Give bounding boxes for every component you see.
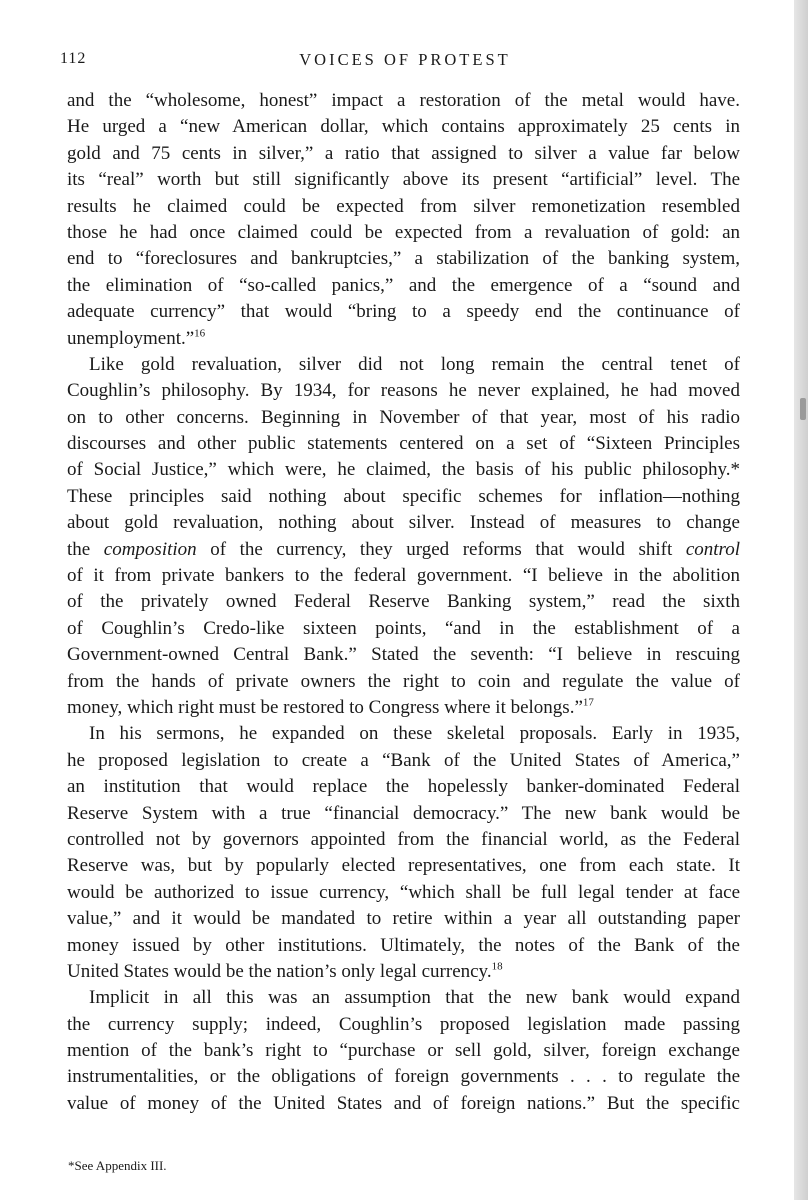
text-line <box>67 167 740 193</box>
text-line-content: money issued by other institutions. Ultimately, the notes of the Bank of the <box>67 934 740 956</box>
text-line-content: end to “foreclosures and bankruptcies,” a stabilization of the banking system, <box>67 248 740 270</box>
text-line <box>67 774 740 800</box>
text-line <box>67 748 740 774</box>
text-line-content: He urged a “new American dollar, which contains approximately 25 cents in <box>67 116 740 138</box>
text-line <box>67 563 740 589</box>
endnote-marker[interactable]: 16 <box>194 327 206 340</box>
text-line <box>67 114 740 140</box>
text-line <box>67 537 740 563</box>
text-line-content: those he had once claimed could be expected from a revaluation of gold: an <box>67 221 740 243</box>
text-line <box>67 88 740 114</box>
text-line-content: adequate currency” that would “bring to a speedy end the continuance of <box>67 301 740 323</box>
text-line <box>67 405 740 431</box>
text-line <box>67 695 740 721</box>
text-line-content: Reserve System with a true “financial democracy.” The new bank would be <box>67 802 740 824</box>
text-line-content: gold and 75 cents in silver,” a ratio that assigned to silver a value far below <box>67 142 740 164</box>
text-line <box>67 484 740 510</box>
text-line-content: United States would be the nation’s only legal currency. <box>67 960 492 982</box>
text-line-content: instrumentalities, or the obligations of foreign governments . . . to regulate the <box>67 1066 740 1088</box>
text-line <box>67 827 740 853</box>
page-edge-shadow <box>794 0 808 1200</box>
text-line-content: In his sermons, he expanded on these skeletal proposals. Early in 1935, <box>89 723 740 745</box>
text-line-content: would be authorized to issue currency, “which shall be full legal tender at face <box>67 881 740 903</box>
text-line-content: the elimination of “so-called panics,” and the emergence of a “sound and <box>67 274 740 296</box>
running-head: VOICES OF PROTEST <box>299 50 511 69</box>
text-line-content: Reserve was, but by popularly elected representatives, one from each state. It <box>67 855 740 877</box>
text-line-content: of it from private bankers to the federal government. “I believe in the abolition <box>67 565 740 587</box>
text-line-content: results he claimed could be expected from silver remonetization resembled <box>67 195 740 217</box>
text-line-content: Like gold revaluation, silver did not long remain the central tenet of <box>89 353 740 375</box>
text-line-content: Government-owned Central Bank.” Stated the seventh: “I believe in rescuing <box>67 644 740 666</box>
footnote: *See Appendix III. <box>68 1158 167 1173</box>
text-line <box>67 273 740 299</box>
text-line <box>67 220 740 246</box>
text-line-content: its “real” worth but still significantly above its present “artificial” level. The <box>67 169 740 191</box>
text-line <box>67 141 740 167</box>
text-line-content: the currency supply; indeed, Coughlin’s proposed legislation made passing <box>67 1013 740 1035</box>
text-line-content: value,” and it would be mandated to retire within a year all outstanding paper <box>67 908 740 930</box>
scrollbar-thumb[interactable] <box>800 398 806 420</box>
text-line <box>67 642 740 668</box>
text-line <box>67 246 740 272</box>
text-line-content: about gold revaluation, nothing about silver. Instead of measures to change <box>67 512 740 534</box>
body-text <box>67 88 740 1117</box>
text-line <box>67 853 740 879</box>
text-line <box>67 959 740 985</box>
text-line-content: Coughlin’s philosophy. By 1934, for reasons he never explained, he had moved <box>67 380 740 402</box>
text-line <box>67 326 740 352</box>
text-line <box>67 985 740 1011</box>
text-line-content: an institution that would replace the hopelessly banker-dominated Federal <box>67 776 740 798</box>
text-line <box>67 378 740 404</box>
text-line-content: and the “wholesome, honest” impact a restoration of the metal would have. <box>67 90 740 111</box>
text-line <box>67 457 740 483</box>
text-line <box>67 1091 740 1117</box>
text-line <box>67 352 740 378</box>
page-number: 112 <box>60 50 87 67</box>
text-line <box>67 1038 740 1064</box>
text-line <box>67 669 740 695</box>
text-line <box>67 194 740 220</box>
text-line <box>67 906 740 932</box>
endnote-marker[interactable]: 17 <box>582 696 594 709</box>
text-line-content: mention of the bank’s right to “purchase or sell gold, silver, foreign exchange <box>67 1040 740 1062</box>
text-line-content: Implicit in all this was an assumption that the new bank would expand <box>89 987 740 1009</box>
text-line <box>67 1064 740 1090</box>
text-line <box>67 616 740 642</box>
text-line <box>67 801 740 827</box>
text-line <box>67 1012 740 1038</box>
text-line-content: on to other concerns. Beginning in November of that year, most of his radio <box>67 406 740 428</box>
text-line <box>67 510 740 536</box>
text-line-content: value of money of the United States and of foreign nations.” But the specific <box>67 1092 740 1114</box>
text-line-content: controlled not by governors appointed from the financial world, as the Federal <box>67 828 740 850</box>
text-line <box>67 589 740 615</box>
text-line-content: from the hands of private owners the right to coin and regulate the value of <box>67 670 740 692</box>
text-line-content: These principles said nothing about specific schemes for inflation—nothing <box>67 485 740 507</box>
text-line-content: of Coughlin’s Credo-like sixteen points, “and in the establishment of a <box>67 617 740 639</box>
text-line <box>67 431 740 457</box>
page-header <box>60 50 750 74</box>
endnote-marker[interactable]: 18 <box>491 960 503 973</box>
text-line-content: of the privately owned Federal Reserve Banking system,” read the sixth <box>67 591 740 613</box>
text-line-content: discourses and other public statements centered on a set of “Sixteen Principles <box>67 433 740 455</box>
text-line <box>67 933 740 959</box>
text-line-content: the composition of the currency, they urged reforms that would shift control <box>67 538 740 560</box>
text-line-content: he proposed legislation to create a “Bank of the United States of America,” <box>67 749 740 771</box>
text-line <box>67 299 740 325</box>
text-line <box>67 880 740 906</box>
text-line-content: of Social Justice,” which were, he claimed, the basis of his public philosophy.* <box>67 459 740 481</box>
text-line-content: money, which right must be restored to Congress where it belongs.” <box>67 696 583 718</box>
text-line <box>67 721 740 747</box>
text-line-content: unemployment.” <box>67 327 195 349</box>
